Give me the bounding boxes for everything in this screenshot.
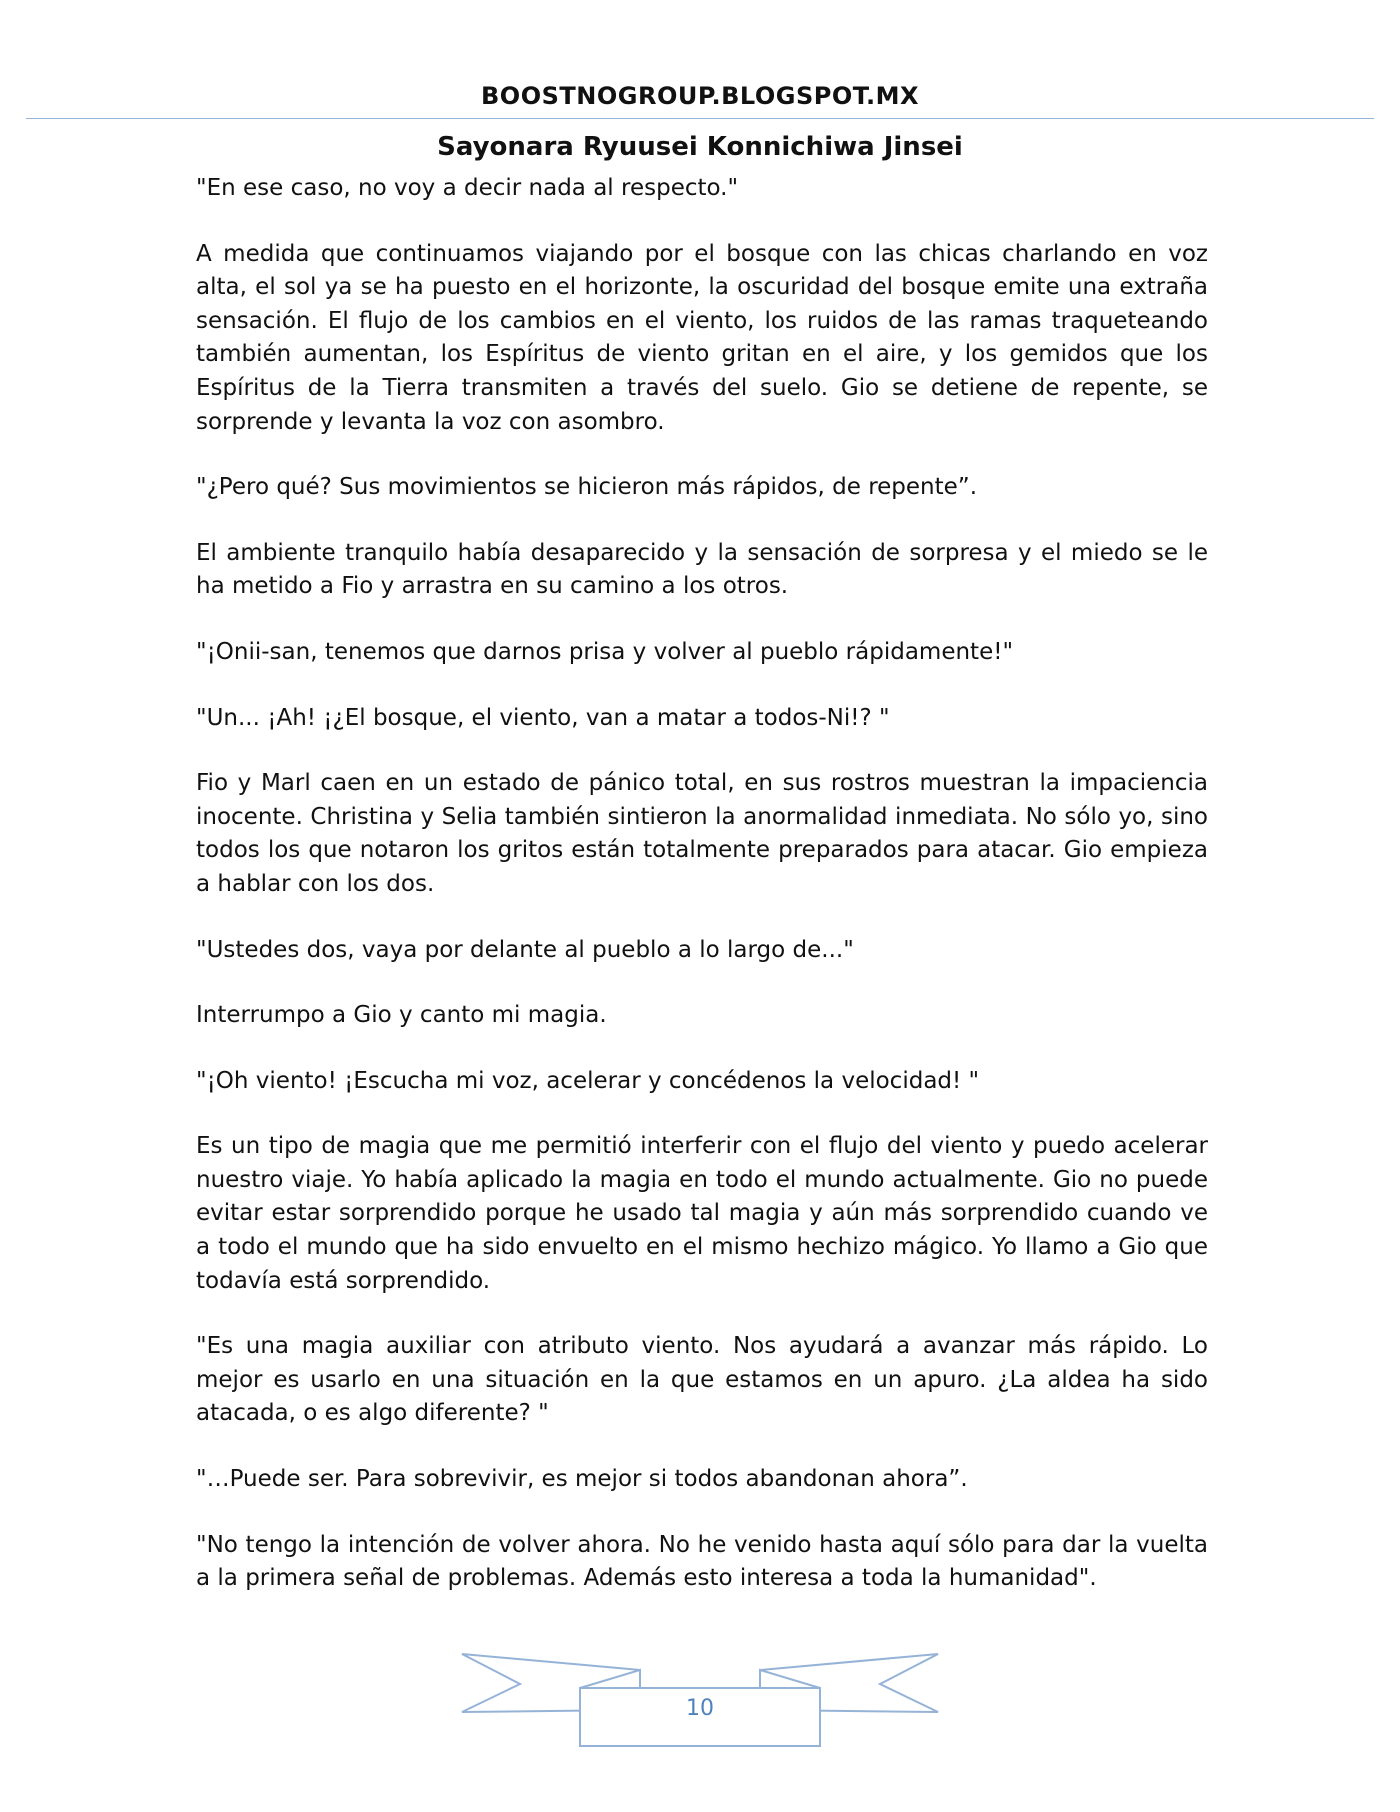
paragraph: Interrumpo a Gio y canto mi magia. [196, 1002, 607, 1029]
paragraph: A medida que continuamos viajando por el bosque con las chicas charlando en voz alta, el sol ya se ha puesto en el horizonte, la oscuridad del bosque emite una extraña sensación. El flujo de los cambios en el viento, los ruidos de las ramas traqueteando también aumentan, los Espíritus de viento gritan en el aire, y los gemidos que los Espíritus de la Tierra transmiten a través del suelo. Gio se detiene de repente, se sorprende y levanta la voz con asombro. [196, 240, 1208, 435]
paragraph: "…Puede ser. Para sobrevivir, es mejor si todos abandonan ahora”. [196, 1466, 968, 1493]
paragraph: "Es una magia auxiliar con atributo viento. Nos ayudará a avanzar más rápido. Lo mejor es usarlo en una situación en la que estamos en un apuro. ¿La aldea ha sido atacada, o es algo diferente? " [196, 1333, 1208, 1427]
paragraph: "¡Oh viento! ¡Escucha mi voz, acelerar y concédenos la velocidad! " [196, 1067, 980, 1094]
paragraph: Fio y Marl caen en un estado de pánico total, en sus rostros muestran la impaciencia inocente. Christina y Selia también sintieron la anormalidad inmediata. No sólo yo, sino todos los que notaron los gritos están totalmente preparados para atacar. Gio empieza a hablar con los dos. [196, 770, 1208, 897]
paragraph: "¿Pero qué? Sus movimientos se hicieron más rápidos, de repente”. [196, 474, 978, 501]
body-text [196, 172, 1208, 1628]
book-title: Sayonara Ryuusei Konnichiwa Jinsei [437, 132, 963, 162]
page-number: 10 [686, 1696, 714, 1721]
paragraph: Es un tipo de magia que me permitió interferir con el flujo del viento y puedo acelerar nuestro viaje. Yo había aplicado la magia en todo el mundo actualmente. Gio no puede evitar estar sorprendido porque he usado tal magia y aún más sorprendido cuando ve a todo el mundo que ha sido envuelto en el mismo hechizo mágico. Yo llamo a Gio que todavía está sorprendido. [196, 1133, 1208, 1294]
header-rule [26, 118, 1374, 119]
paragraph: "No tengo la intención de volver ahora. No he venido hasta aquí sólo para dar la vuelta a la primera señal de problemas. Además esto interesa a toda la humanidad". [196, 1531, 1208, 1592]
paragraph: El ambiente tranquilo había desaparecido y la sensación de sorpresa y el miedo se le ha metido a Fio y arrastra en su camino a los otros. [196, 539, 1208, 600]
paragraph: "En ese caso, no voy a decir nada al respecto." [196, 175, 739, 201]
paragraph: "Ustedes dos, vaya por delante al pueblo a lo largo de..." [196, 936, 854, 963]
site-header: BOOSTNOGROUP.BLOGSPOT.MX [481, 82, 919, 110]
paragraph: "Un... ¡Ah! ¡¿El bosque, el viento, van a matar a todos-Ni!? " [196, 704, 890, 731]
paragraph: "¡Onii-san, tenemos que darnos prisa y volver al pueblo rápidamente!" [196, 638, 1014, 665]
